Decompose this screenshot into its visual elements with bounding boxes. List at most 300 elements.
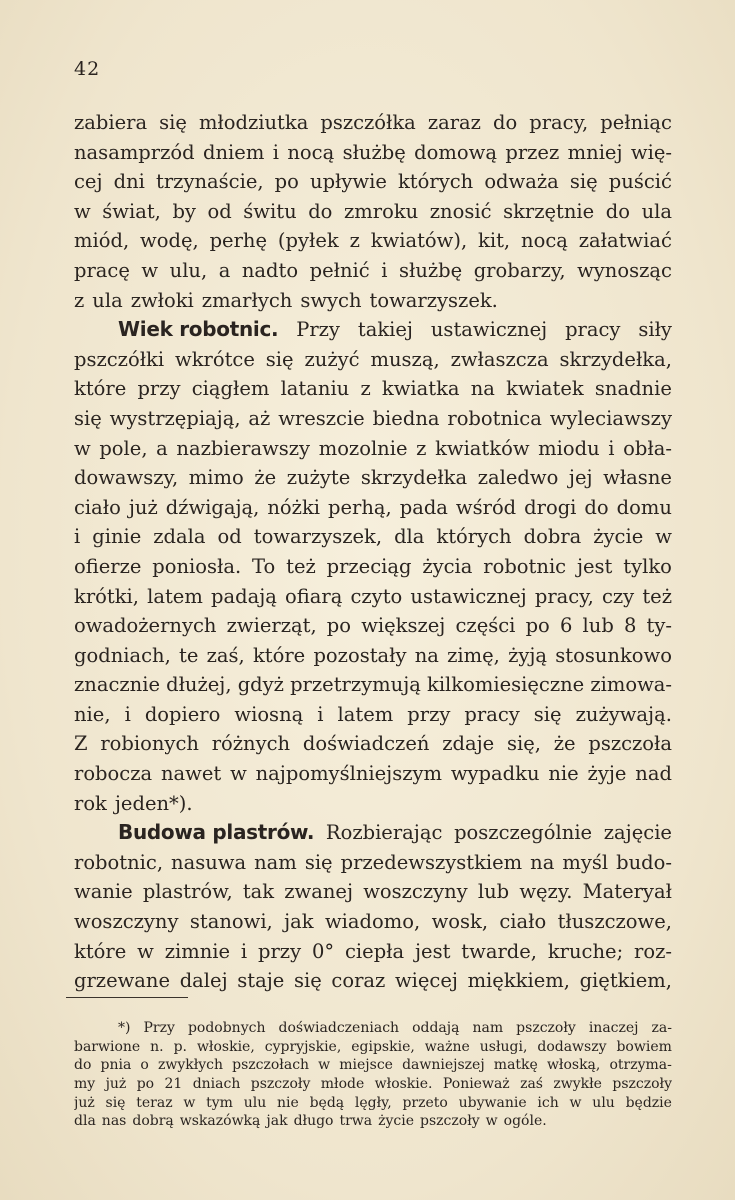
word: Materyał <box>582 880 672 904</box>
footnote-word: będą <box>309 1094 345 1111</box>
word: po <box>326 614 352 638</box>
word: wosk, <box>431 910 489 934</box>
word: przetrzymują <box>290 673 421 697</box>
word: większej <box>361 614 446 638</box>
footnote-word: ubywanie <box>458 1094 527 1111</box>
text-line <box>74 907 672 937</box>
footnote-word: w <box>569 1094 582 1111</box>
word: wśród <box>455 495 517 519</box>
word: nocą <box>521 229 568 253</box>
footnote-word: już <box>105 1076 127 1093</box>
word: dźwigają, <box>165 495 260 519</box>
word: znacznie <box>74 673 160 697</box>
text-line <box>74 789 672 819</box>
footnote-word: dniach <box>192 1076 241 1093</box>
word: że <box>553 732 576 756</box>
word: robotnica <box>447 406 542 430</box>
word: pełnić <box>309 258 370 282</box>
footnote-word: 21 <box>164 1076 183 1093</box>
text-line <box>74 286 672 316</box>
word: perhę <box>209 229 268 253</box>
footnote-word: długo <box>293 1113 334 1130</box>
footnote-word: Ponieważ <box>442 1076 510 1093</box>
word: przedewszystkiem <box>340 850 523 874</box>
word: woszczyny <box>74 910 179 934</box>
word: ustawicznej <box>410 584 527 608</box>
word: nocą <box>287 140 335 164</box>
text-line <box>74 374 672 404</box>
word: i <box>608 436 615 460</box>
word: pracy <box>565 318 621 342</box>
word: (pyłek <box>277 229 339 253</box>
word: się <box>304 850 333 874</box>
word: świtu <box>243 199 297 223</box>
footnote-word: p. <box>173 1038 187 1055</box>
word: towarzyszek. <box>369 288 498 312</box>
footnote-word: w <box>485 1113 498 1130</box>
footnote-word: przeto <box>402 1094 448 1111</box>
word: zaś, <box>206 643 245 667</box>
footnote-word: się <box>105 1094 126 1111</box>
word: kwiatków <box>435 436 530 460</box>
word: załatwiać <box>578 229 672 253</box>
footnote-word: jak <box>266 1113 288 1130</box>
word: wię- <box>630 140 672 164</box>
footnote-line <box>74 1075 672 1094</box>
word: węzy. <box>519 880 573 904</box>
footnote-word: barwione <box>74 1038 141 1055</box>
word: zwłaszcza <box>450 347 549 371</box>
word: krótki, <box>74 584 139 608</box>
word: skrzydełka, <box>559 347 672 371</box>
word: domową <box>414 140 497 164</box>
footnote-word: trwa <box>339 1113 373 1130</box>
word: nawet <box>160 762 222 786</box>
word: snadnie <box>594 377 672 401</box>
word: Przy <box>296 318 340 342</box>
word: się <box>293 969 322 993</box>
footnote-word: dobrą <box>132 1113 174 1130</box>
word: twarde, <box>461 939 537 963</box>
footnote-word: matkę <box>493 1057 538 1074</box>
footnote-word: *) <box>118 1020 131 1036</box>
body-text <box>74 108 672 996</box>
word: puścić <box>608 170 672 194</box>
footnote-word: dla <box>74 1113 96 1130</box>
word: biedna <box>372 406 440 430</box>
word: jest <box>415 939 451 963</box>
word: kwiatek <box>506 377 584 401</box>
word: w <box>74 199 91 223</box>
footnote-word: w <box>183 1094 196 1111</box>
word: pszczółki <box>74 347 165 371</box>
word: zużywają. <box>575 702 672 726</box>
word: upływie <box>310 170 387 194</box>
word: poszczególnie <box>454 821 593 845</box>
word: mimo <box>188 466 244 490</box>
text-line <box>74 848 672 878</box>
word: stanowi, <box>189 910 273 934</box>
word: więcej <box>394 969 458 993</box>
footnote-line <box>74 1019 672 1038</box>
word: i <box>381 258 388 282</box>
word: wanie <box>74 880 133 904</box>
word: nam <box>254 850 297 874</box>
footnote-word: n. <box>150 1038 164 1055</box>
word: zajęcie <box>603 821 672 845</box>
footnote-word: cypryjskie, <box>264 1038 342 1055</box>
word: nazbierawszy <box>176 436 311 460</box>
word: do <box>492 111 518 134</box>
word: wystrzępiają, <box>109 406 241 430</box>
word: części <box>455 614 516 638</box>
word: robionych <box>100 732 199 756</box>
word: życie <box>593 525 644 549</box>
text-line <box>74 611 672 641</box>
word: że <box>254 466 277 490</box>
word: nie <box>548 762 579 786</box>
word: przy <box>407 702 451 726</box>
word: kruche; <box>547 939 624 963</box>
word: ulu, <box>169 258 208 282</box>
word: w <box>655 525 672 549</box>
word: jest <box>576 554 613 578</box>
footnote-word: miejsce <box>339 1057 393 1074</box>
word: ustawicznej <box>430 318 548 342</box>
word: zimnie <box>164 939 231 963</box>
word: robotnic <box>483 554 567 578</box>
word: najpomyślniejszym <box>255 762 442 786</box>
word: plastrów, <box>142 880 233 904</box>
word: do <box>308 199 333 223</box>
word: lataniu <box>280 377 350 401</box>
word: znosić <box>429 199 492 223</box>
word: nad <box>635 762 672 786</box>
word: robotnic, <box>74 850 164 874</box>
word: poniosła. <box>152 554 242 578</box>
word: owadożernych <box>74 614 217 638</box>
word: miękkiem, <box>467 969 570 993</box>
word: czy <box>601 584 635 608</box>
word: 8 <box>623 614 637 638</box>
word: dni <box>113 170 145 194</box>
word: 6 <box>559 614 573 638</box>
footnote-word: w <box>318 1057 331 1074</box>
word: się <box>159 111 187 134</box>
word: pracy <box>464 702 520 726</box>
text-line <box>74 759 672 789</box>
footnote-word: lęgły, <box>354 1094 392 1111</box>
word: ofiarą <box>285 584 343 608</box>
word: jeden*). <box>114 791 193 815</box>
word: miodu <box>538 436 600 460</box>
word: i <box>240 939 248 963</box>
word: od <box>217 525 242 549</box>
word: dopiero <box>144 702 221 726</box>
text-line <box>74 937 672 967</box>
word: pozostały <box>313 643 407 667</box>
word: służbę <box>342 140 406 164</box>
word: się <box>533 702 562 726</box>
footnote-word: ogóle. <box>503 1113 547 1130</box>
footnote-word: pszczoły <box>516 1020 576 1036</box>
word: zużyć <box>304 347 360 371</box>
word: z <box>349 229 360 253</box>
word: na <box>414 643 439 667</box>
word: skrzydełka <box>360 466 468 490</box>
footnote-line <box>74 1112 672 1131</box>
footnote-word: dawniejszej <box>402 1057 485 1074</box>
word: nóżki <box>267 495 321 519</box>
word: i <box>124 702 131 726</box>
word: ciało <box>74 495 121 519</box>
word: się <box>569 170 598 194</box>
word: drogi <box>524 495 577 519</box>
word: z <box>360 377 371 401</box>
footnote-word: my <box>74 1076 96 1093</box>
word: godniach, <box>74 643 171 667</box>
footnote-word: oddają <box>412 1020 460 1036</box>
word: pracy, <box>534 584 594 608</box>
word: pszczoła <box>588 732 672 756</box>
word: wreszcie <box>278 406 365 430</box>
footnote-word: dodawszy <box>537 1038 607 1055</box>
text-line <box>74 256 672 286</box>
word: Z <box>74 732 88 756</box>
text-line <box>74 700 672 730</box>
word: zimę, <box>447 643 500 667</box>
footnote-word: ich <box>537 1094 559 1111</box>
word: kit, <box>478 229 511 253</box>
footnote-word: zwykłe <box>553 1076 602 1093</box>
word: dłużej, <box>166 673 232 697</box>
footnote-word: usługi, <box>479 1038 528 1055</box>
footnote-word: pszczoły <box>420 1113 480 1130</box>
word: robocza <box>74 762 153 786</box>
text-line <box>74 463 672 493</box>
word: obła- <box>623 436 672 460</box>
footnote-word: pszczoły <box>250 1076 311 1093</box>
word: od <box>207 199 232 223</box>
footnote-word: teraz <box>136 1094 173 1111</box>
word: w <box>74 436 91 460</box>
word: takiej <box>357 318 413 342</box>
section-heading: Budowa plastrów. <box>118 820 315 845</box>
word: wynosząc <box>577 258 672 282</box>
word: służbę <box>398 258 463 282</box>
word: w <box>230 762 247 786</box>
word: budo- <box>616 850 672 874</box>
word: myśl <box>562 850 609 874</box>
word: zdala <box>153 525 206 549</box>
text-line <box>74 108 672 138</box>
text-line <box>74 966 672 996</box>
word: pełniąc <box>600 111 672 134</box>
word: zdaje <box>442 732 495 756</box>
text-line <box>74 522 672 552</box>
word: a <box>218 258 231 282</box>
word: pracę <box>74 258 130 282</box>
word: odważa <box>484 170 559 194</box>
word: ciepła <box>345 939 405 963</box>
text-line <box>74 138 672 168</box>
word: się <box>265 347 294 371</box>
footnote-word: pszczoły <box>612 1076 672 1093</box>
word: żyją <box>508 643 548 667</box>
word: też <box>286 554 316 578</box>
word: których <box>397 170 474 194</box>
text-line <box>74 729 672 759</box>
word: z <box>416 436 427 460</box>
footnote-word: już <box>74 1094 95 1111</box>
text-line <box>74 226 672 256</box>
word: wkrótce <box>175 347 255 371</box>
word: te <box>179 643 199 667</box>
word: nie, <box>74 702 111 726</box>
word: wypadku <box>450 762 540 786</box>
word: ofierze <box>74 554 142 578</box>
word: które <box>252 643 306 667</box>
word: staje <box>237 969 285 993</box>
word: ciało <box>499 910 547 934</box>
footnote-divider <box>66 997 188 998</box>
footnote-word: będzie <box>625 1094 672 1111</box>
word: przy <box>137 377 181 401</box>
text-line <box>74 552 672 582</box>
text-line <box>74 345 672 375</box>
text-line <box>74 315 672 345</box>
word: na <box>530 850 555 874</box>
word: pszczółka <box>320 111 416 134</box>
word: tłuszczowe, <box>557 910 672 934</box>
footnote-word: bowiem <box>616 1038 672 1055</box>
word: wiosną <box>234 702 304 726</box>
word: trzynaście, <box>156 170 264 194</box>
word: giętkiem, <box>579 969 672 993</box>
word: ula <box>92 288 123 312</box>
footnote-word: Przy <box>143 1020 175 1036</box>
word: latem <box>337 702 394 726</box>
footnote-word: podobnych <box>187 1020 266 1036</box>
word: przy <box>258 939 302 963</box>
footnote-word: ulu <box>592 1094 615 1111</box>
word: siły <box>638 318 672 342</box>
word: wodę, <box>140 229 199 253</box>
word: po <box>525 614 550 638</box>
word: które <box>74 939 127 963</box>
word: roz- <box>634 939 672 963</box>
word: się, <box>506 732 541 756</box>
word: zmroku <box>344 199 419 223</box>
word: towarzyszek, <box>253 525 383 549</box>
word: do <box>584 495 609 519</box>
word: zmarłych <box>201 288 293 312</box>
word: żyje <box>587 762 627 786</box>
word: ciągłem <box>191 377 270 401</box>
footnote-word: pnia <box>100 1057 132 1074</box>
word: z <box>74 288 85 312</box>
text-line <box>74 167 672 197</box>
word: zimowa- <box>590 673 672 697</box>
footnote-word: włoskie. <box>374 1076 433 1093</box>
text-line <box>74 493 672 523</box>
word: zwłoki <box>130 288 194 312</box>
word: domu <box>616 495 672 519</box>
word: na <box>470 377 495 401</box>
word: zaraz <box>427 111 481 134</box>
footnote-word: młode <box>320 1076 365 1093</box>
word: lub <box>582 614 614 638</box>
word: lub <box>477 880 510 904</box>
footnote-word: do <box>74 1057 92 1074</box>
word: zabiera <box>74 111 148 134</box>
word: jak <box>284 910 314 934</box>
footnote-word: egipskie, <box>351 1038 415 1055</box>
word: się <box>74 406 102 430</box>
word: by <box>172 199 196 223</box>
footnote-line <box>74 1056 672 1075</box>
word: latem <box>147 584 203 608</box>
word: ginie <box>92 525 142 549</box>
word: i <box>317 702 324 726</box>
word: młodziutka <box>198 111 309 134</box>
word: dobra <box>523 525 582 549</box>
word: 0° <box>311 939 335 963</box>
word: które <box>74 377 127 401</box>
word: ty- <box>646 614 672 638</box>
word: i <box>272 140 279 164</box>
word: dla <box>394 525 425 549</box>
word: tylko <box>623 554 672 578</box>
word: i <box>74 525 81 549</box>
footnote-word: włoskie, <box>196 1038 255 1055</box>
word: których <box>436 525 512 549</box>
word: nasamprzód <box>74 140 195 164</box>
footnote-word: ulu <box>243 1094 267 1111</box>
word: wyleciawszy <box>549 406 672 430</box>
word: muszą, <box>370 347 440 371</box>
footnote-word: pszczołach <box>232 1057 310 1074</box>
footnote-word: życie <box>378 1113 415 1130</box>
footnote-word: nas <box>101 1113 127 1130</box>
word: pole, <box>99 436 148 460</box>
word: swych <box>300 288 362 312</box>
footnote-word: za- <box>651 1020 672 1036</box>
word: skrzętnie <box>503 199 595 223</box>
footnote-word: ważne <box>424 1038 470 1055</box>
word: perhą, <box>328 495 392 519</box>
word: pracy, <box>529 111 589 134</box>
word: w <box>137 939 154 963</box>
footnote-word: zwykłych <box>157 1057 224 1074</box>
word: mniej <box>567 140 623 164</box>
word: nadto <box>241 258 299 282</box>
word: woszczyny <box>363 880 468 904</box>
word: zużyte <box>286 466 351 490</box>
footnote-word: inaczej <box>588 1020 639 1036</box>
word: też <box>642 584 672 608</box>
text-line <box>74 404 672 434</box>
word: życia <box>422 554 473 578</box>
word: nasuwa <box>171 850 247 874</box>
word: własne <box>603 466 672 490</box>
word: jej <box>568 466 593 490</box>
word: To <box>252 554 276 578</box>
word: miód, <box>74 229 130 253</box>
footnote <box>74 1019 672 1131</box>
footnote-line <box>74 1094 672 1113</box>
word: do <box>605 199 631 223</box>
